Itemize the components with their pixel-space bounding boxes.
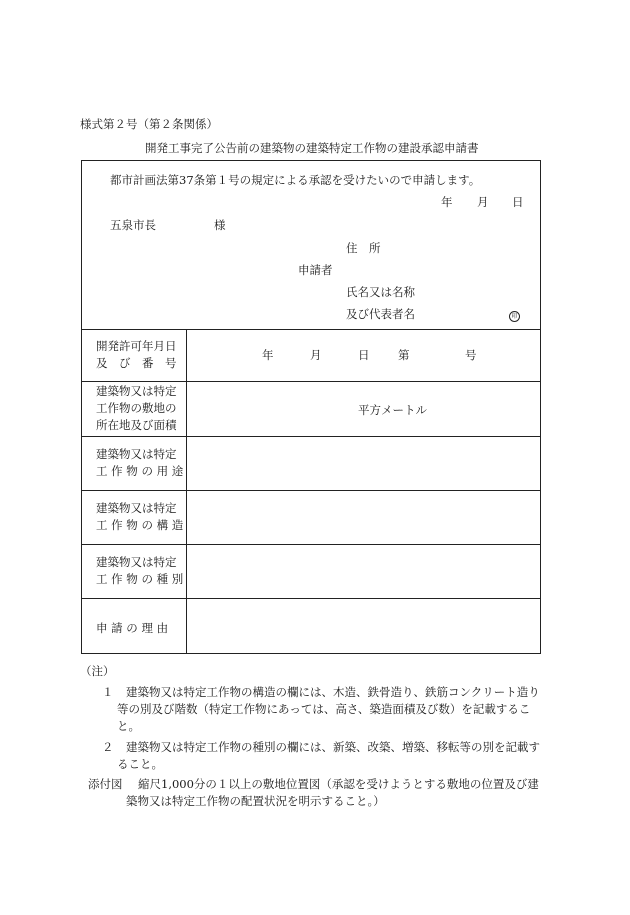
attachment-label: 添付図 <box>88 777 123 791</box>
seal-mark: 印 <box>509 307 520 322</box>
form-number-label: 様式第２号（第２条関係） <box>80 117 218 131</box>
application-statement: 都市計画法第37条第１号の規定による承認を受けたいので申請します。 <box>110 173 481 187</box>
applicant-label: 申請者 <box>298 263 333 277</box>
note-2-text: 建築物又は特定工作物の種別の欄には、新築、改築、増築、移転等の別を記載す <box>126 740 540 754</box>
table-divider-upper <box>81 329 541 330</box>
permit-year-label: 年 <box>262 348 274 362</box>
note-1-text: 建築物又は特定工作物の構造の欄には、木造、鉄骨造り、鉄筋コンクリート造り <box>126 685 540 699</box>
structure-row-label: 建築物又は特定 工 作 物 の 構 造 <box>96 501 184 532</box>
permit-number-prefix: 第 <box>398 348 410 362</box>
attachment-text: 縮尺1,000分の１以上の敷地位置図（承認を受けようとする敷地の位置及び建 <box>138 777 539 791</box>
use-row-label: 建築物又は特定 工 作 物 の 用 途 <box>96 447 184 478</box>
site-area-unit: 平方メートル <box>358 403 427 417</box>
permit-month-label: 月 <box>310 348 322 362</box>
permit-number-suffix: 号 <box>465 348 477 362</box>
table-divider-permit <box>81 381 541 382</box>
site-row-label: 建築物又は特定 工作物の敷地の 所在地及び面積 <box>96 384 177 432</box>
name-label: 氏名又は名称 <box>346 285 415 299</box>
date-month-label: 月 <box>477 195 489 209</box>
note-2-text-cont: ること。 <box>117 757 163 771</box>
table-divider-structure <box>81 544 541 545</box>
addressee: 五泉市長 <box>110 218 156 232</box>
table-divider-use <box>81 490 541 491</box>
representative-label: 及び代表者名 <box>346 307 415 321</box>
reason-row-label: 申 請 の 理 由 <box>96 621 169 635</box>
permit-row-label: 開発許可年月日 及 び 番 号 <box>96 339 177 370</box>
attachment-text-cont: 築物又は特定工作物の配置状況を明示すること。） <box>126 794 385 808</box>
permit-day-label: 日 <box>358 348 370 362</box>
date-day-label: 日 <box>512 195 524 209</box>
date-year-label: 年 <box>441 195 453 209</box>
notes-heading: （注） <box>80 664 115 678</box>
note-1-number: １ <box>102 685 114 699</box>
note-2-number: ２ <box>102 740 114 754</box>
table-divider-kind <box>81 598 541 599</box>
kind-row-label: 建築物又は特定 工 作 物 の 種 別 <box>96 555 184 586</box>
addressee-honorific: 様 <box>214 218 226 232</box>
table-divider-site <box>81 436 541 437</box>
table-column-divider <box>186 329 187 654</box>
note-1-text-cont: 等の別及び階数（特定工作物にあっては、高さ、築造面積及び数）を記載するこ と。 <box>117 702 531 733</box>
document-title: 開発工事完了公告前の建築物の建築特定工作物の建設承認申請書 <box>145 141 479 155</box>
address-label: 住 所 <box>346 241 381 255</box>
